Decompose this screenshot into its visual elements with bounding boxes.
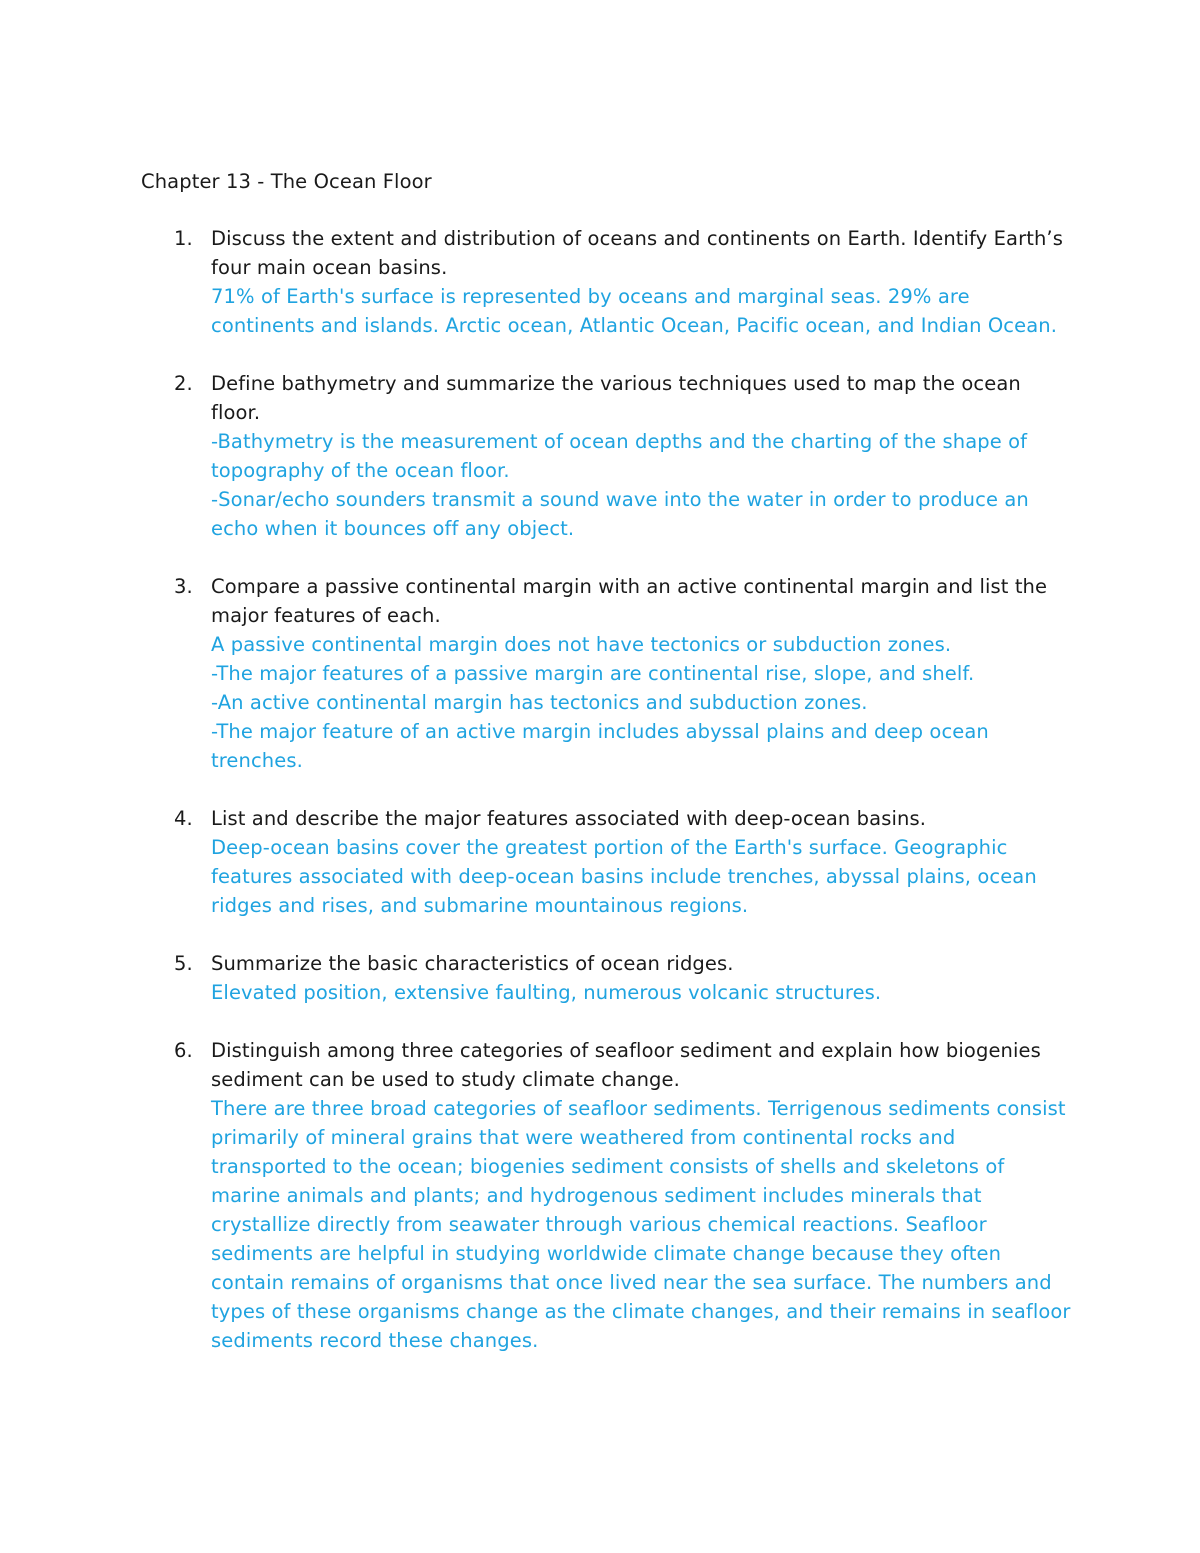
question-text: Define bathymetry and summarize the various techniques used to map the ocean floor. [211,372,1021,424]
question-number: 4. [174,807,193,830]
answer-text: -The major features of a passive margin are continental rise, slope, and shelf. [211,662,975,685]
question-list [141,224,1071,1355]
answer-text: A passive continental margin does not have tectonics or subduction zones. [211,633,952,656]
question-item [141,1036,1071,1355]
question-item [141,224,1071,340]
answer-text: 71% of Earth's surface is represented by oceans and marginal seas. 29% are continents and islands. Arctic ocean, Atlantic Ocean, Pacific ocean, and Indian Ocean. [211,285,1058,337]
question-number: 6. [174,1039,193,1062]
question-text: Distinguish among three categories of seafloor sediment and explain how biogenies sediment can be used to study climate change. [211,1039,1041,1091]
answer-text: -Bathymetry is the measurement of ocean depths and the charting of the shape of topography of the ocean floor. [211,430,1028,482]
question-text: Discuss the extent and distribution of oceans and continents on Earth. Identify Earth’s four main ocean basins. [211,227,1063,279]
question-item [141,572,1071,775]
answer-text: Elevated position, extensive faulting, numerous volcanic structures. [211,981,882,1004]
question-item [141,949,1071,1007]
question-item [141,369,1071,543]
question-text: Summarize the basic characteristics of ocean ridges. [211,952,734,975]
answer-text: Deep-ocean basins cover the greatest portion of the Earth's surface. Geographic features associated with deep-ocean basins include trenches, abyssal plains, ocean ridges and rises, and submarine mountainous regions. [211,836,1037,917]
question-text: List and describe the major features associated with deep-ocean basins. [211,807,927,830]
question-number: 1. [174,227,193,250]
answer-text: -The major feature of an active margin includes abyssal plains and deep ocean trenches. [211,720,989,772]
page-title: Chapter 13 - The Ocean Floor [141,170,432,193]
question-number: 5. [174,952,193,975]
document-content [141,166,1071,1384]
question-text: Compare a passive continental margin with an active continental margin and list the major features of each. [211,575,1048,627]
answer-text: -An active continental margin has tectonics and subduction zones. [211,691,868,714]
question-number: 2. [174,372,193,395]
question-item [141,804,1071,920]
question-number: 3. [174,575,193,598]
answer-text: -Sonar/echo sounders transmit a sound wave into the water in order to produce an echo when it bounces off any object. [211,488,1029,540]
answer-text: There are three broad categories of seafloor sediments. Terrigenous sediments consist primarily of mineral grains that were weathered from continental rocks and transported to the ocean; biogenies sediment consists of shells and skeletons of marine animals and plants; and hydrogenous sediment includes minerals that crystallize directly from seawater through various chemical reactions. Seafloor sediments are helpful in studying worldwide climate change because they often contain remains of organisms that once lived near the sea surface. The numbers and types of these organisms change as the climate changes, and their remains in seafloor sediments record these changes. [211,1097,1071,1352]
